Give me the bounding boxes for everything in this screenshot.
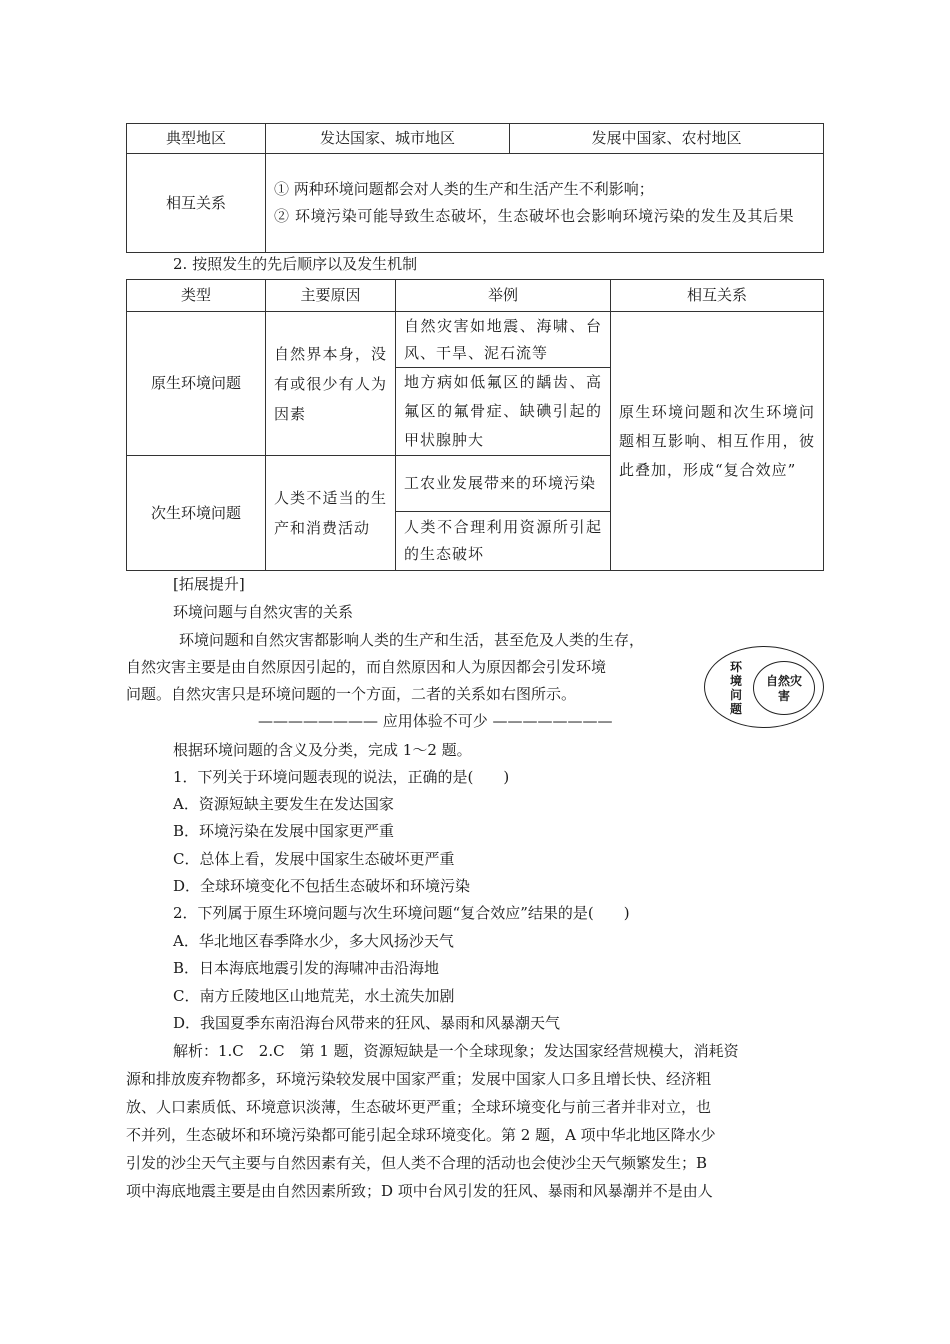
option-b: B．日本海底地震引发的海啸冲击沿海地 <box>173 959 440 977</box>
table-cell-relation: 原生环境问题和次生环境问题相互影响、相互作用，彼此叠加，形成“复合效应” <box>611 312 824 571</box>
practice-intro: 根据环境问题的含义及分类，完成 1～2 题。 <box>173 741 472 759</box>
table-cell-type: 次生环境问题 <box>127 456 266 571</box>
extension-tag: [拓展提升] <box>173 575 245 593</box>
table-header: 相互关系 <box>611 280 824 312</box>
table-cell-example: 自然灾害如地震、海啸、台风、干旱、泥石流等 <box>396 312 611 368</box>
table-cell-developing: 发展中国家、农村地区 <box>510 124 824 154</box>
extension-para-line: 问题。自然灾害只是环境问题的一个方面，二者的关系如右图所示。 <box>126 685 577 703</box>
table-cell-cause: 自然界本身，没有或很少有人为因素 <box>266 312 396 456</box>
table-cell-label: 相互关系 <box>127 154 266 253</box>
table-header: 主要原因 <box>266 280 396 312</box>
analysis-line: 放、人口素质低、环境意识淡薄，生态破坏更严重；全球环境变化与前三者并非对立，也 <box>126 1098 712 1116</box>
relation-line-2: ② 环境污染可能导致生态破坏，生态破坏也会影响环境污染的发生及其后果 <box>274 207 795 225</box>
table-cell-developed: 发达国家、城市地区 <box>266 124 510 154</box>
table-cell-label: 典型地区 <box>127 124 266 154</box>
option-a: A．资源短缺主要发生在发达国家 <box>173 795 394 813</box>
section-title: 2. 按照发生的先后顺序以及发生机制 <box>173 255 418 273</box>
extension-title: 环境问题与自然灾害的关系 <box>173 603 354 621</box>
table-cell-cause: 人类不适当的生产和消费活动 <box>266 456 396 571</box>
option-d: D．我国夏季东南沿海台风带来的狂风、暴雨和风暴潮天气 <box>173 1014 561 1032</box>
extension-para-line: 自然灾害主要是由自然原因引起的，而自然原因和人为原因都会引发环境 <box>126 658 607 676</box>
venn-inner-label: 自然灾害 <box>766 674 803 703</box>
question-2: 2．下列属于原生环境问题与次生环境问题“复合效应”结果的是( ) <box>173 904 630 922</box>
question-1: 1．下列关于环境问题表现的说法，正确的是( ) <box>173 768 510 786</box>
table-cell-example: 地方病如低氟区的龋齿、高氟区的氟骨症、缺碘引起的甲状腺肿大 <box>396 368 611 456</box>
analysis-line: 不并列，生态破坏和环境污染都可能引起全球环境变化。第 2 题，A 项中华北地区降水少 <box>126 1126 716 1144</box>
analysis-line: 源和排放废弃物都多，环境污染较发展中国家严重；发展中国家人口多且增长快、经济粗 <box>126 1070 712 1088</box>
table-header: 举例 <box>396 280 611 312</box>
option-c: C．总体上看，发展中国家生态破坏更严重 <box>173 850 455 868</box>
analysis-line: 解析：1.C 2.C 第 1 题，资源短缺是一个全球现象；发达国家经营规模大，消耗资 <box>173 1042 739 1060</box>
classification-table <box>126 279 824 571</box>
comparison-table <box>126 123 824 253</box>
table-cell-example: 工农业发展带来的环境污染 <box>396 456 611 512</box>
table-cell-type: 原生环境问题 <box>127 312 266 456</box>
relation-line-1: ① 两种环境问题都会对人类的生产和生活产生不利影响； <box>274 180 654 198</box>
table-header: 类型 <box>127 280 266 312</box>
table-cell-relation <box>266 154 824 253</box>
section-divider: ———————— 应用体验不可少 ———————— <box>258 712 613 730</box>
venn-outer-label: 环境问题 <box>729 660 742 716</box>
option-a: A．华北地区春季降水少，多大风扬沙天气 <box>173 932 454 950</box>
option-c: C．南方丘陵地区山地荒芜，水土流失加剧 <box>173 987 455 1005</box>
analysis-line: 项中海底地震主要是由自然因素所致；D 项中台风引发的狂风、暴雨和风暴潮并不是由人 <box>126 1182 713 1200</box>
analysis-line: 引发的沙尘天气主要与自然因素有关，但人类不合理的活动也会使沙尘天气频繁发生；B <box>126 1154 708 1172</box>
option-b: B．环境污染在发展中国家更严重 <box>173 822 395 840</box>
extension-para-line: 环境问题和自然灾害都影响人类的生产和生活，甚至危及人类的生存， <box>179 631 645 649</box>
table-cell-example: 人类不合理利用资源所引起的生态破坏 <box>396 512 611 571</box>
option-d: D．全球环境变化不包括生态破坏和环境污染 <box>173 877 471 895</box>
